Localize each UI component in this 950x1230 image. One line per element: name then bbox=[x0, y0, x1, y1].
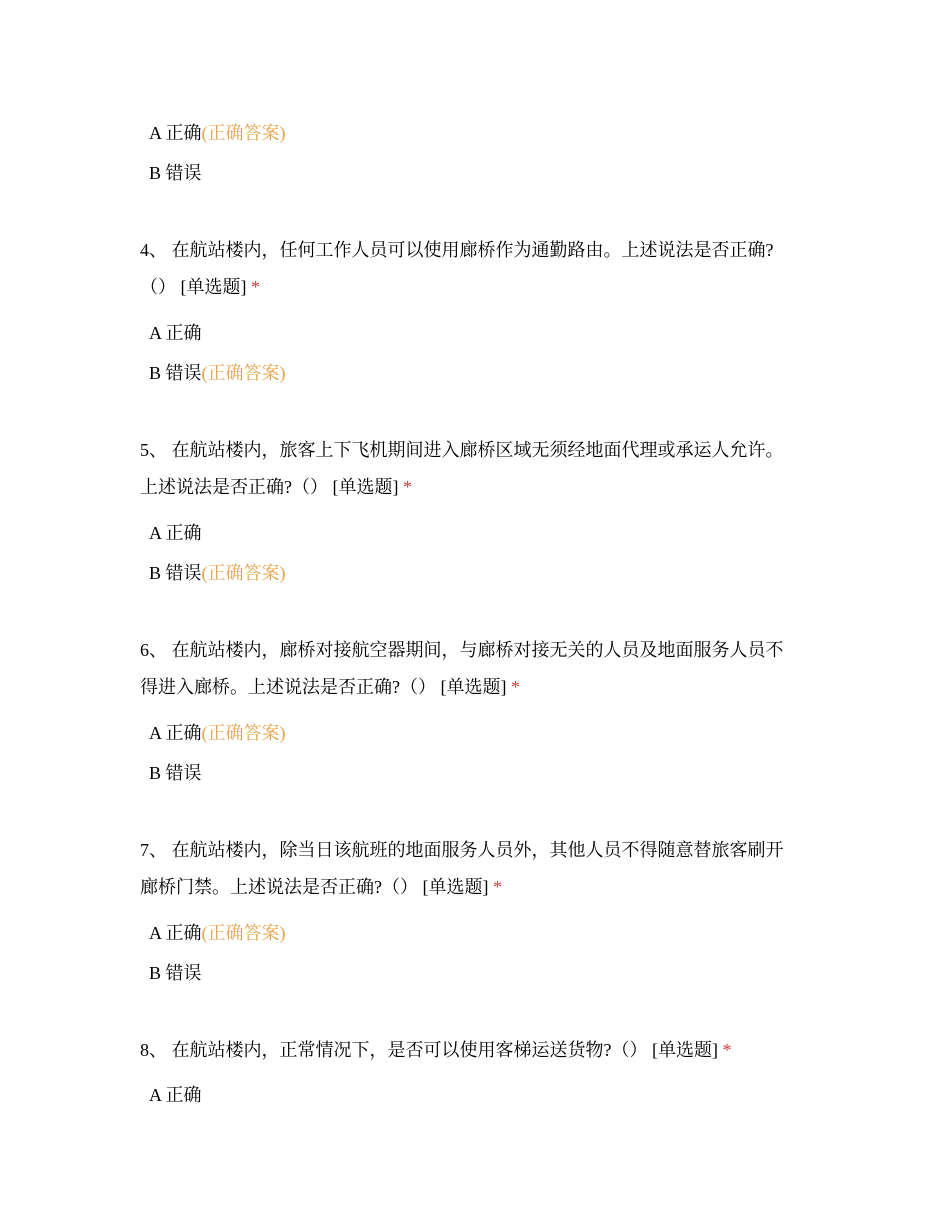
option-label: A 正确 bbox=[149, 323, 202, 343]
question-5-text-line1: 5、 在航站楼内，旅客上下飞机期间进入廊桥区域无须经地面代理或承运人允许。 bbox=[140, 440, 784, 460]
correct-answer-marker: (正确答案) bbox=[201, 563, 286, 583]
option-a bbox=[149, 521, 202, 545]
option-label: B 错误 bbox=[149, 963, 202, 983]
question-4-text-line1: 4、 在航站楼内，任何工作人员可以使用廊桥作为通勤路由。上述说法是否正确? bbox=[140, 240, 774, 260]
option-b bbox=[149, 561, 286, 585]
option-a bbox=[149, 921, 286, 945]
option-label: B 错误 bbox=[149, 363, 202, 383]
option-label: B 错误 bbox=[149, 163, 202, 183]
question-meta: 上述说法是否正确?（） [单选题] bbox=[140, 477, 399, 497]
required-star: * bbox=[722, 1040, 732, 1060]
option-b bbox=[149, 761, 202, 785]
option-label: A 正确 bbox=[149, 123, 202, 143]
correct-answer-marker: (正确答案) bbox=[201, 723, 286, 743]
question-meta: （） [单选题] bbox=[140, 277, 247, 297]
option-label: A 正确 bbox=[149, 1085, 202, 1105]
question-text: 8、 在航站楼内，正常情况下，是否可以使用客梯运送货物?（） [单选题] bbox=[140, 1040, 718, 1060]
question-7-text-line2 bbox=[140, 875, 502, 899]
option-a bbox=[149, 1083, 202, 1107]
option-a bbox=[149, 321, 202, 345]
option-label: A 正确 bbox=[149, 923, 202, 943]
option-label: B 错误 bbox=[149, 763, 202, 783]
correct-answer-marker: (正确答案) bbox=[201, 123, 286, 143]
required-star: * bbox=[492, 877, 502, 897]
question-5-text-line2 bbox=[140, 475, 412, 499]
question-6-text-line2 bbox=[140, 675, 520, 699]
option-label: B 错误 bbox=[149, 563, 202, 583]
question-4-text-line2 bbox=[140, 275, 260, 299]
question-7-text-line1: 7、 在航站楼内，除当日该航班的地面服务人员外，其他人员不得随意替旅客刷开 bbox=[140, 840, 784, 860]
question-meta: 廊桥门禁。上述说法是否正确?（） [单选题] bbox=[140, 877, 489, 897]
question-meta: 得进入廊桥。上述说法是否正确?（） [单选题] bbox=[140, 677, 507, 697]
required-star: * bbox=[510, 677, 520, 697]
question-8-text-line1 bbox=[140, 1038, 731, 1062]
correct-answer-marker: (正确答案) bbox=[201, 923, 286, 943]
option-a bbox=[149, 721, 286, 745]
question-6-text-line1: 6、 在航站楼内，廊桥对接航空器期间，与廊桥对接无关的人员及地面服务人员不 bbox=[140, 640, 784, 660]
option-b bbox=[149, 161, 202, 185]
option-label: A 正确 bbox=[149, 523, 202, 543]
required-star: * bbox=[402, 477, 412, 497]
correct-answer-marker: (正确答案) bbox=[201, 363, 286, 383]
option-b bbox=[149, 961, 202, 985]
option-label: A 正确 bbox=[149, 723, 202, 743]
option-b bbox=[149, 361, 286, 385]
required-star: * bbox=[251, 277, 260, 297]
option-a bbox=[149, 121, 286, 145]
